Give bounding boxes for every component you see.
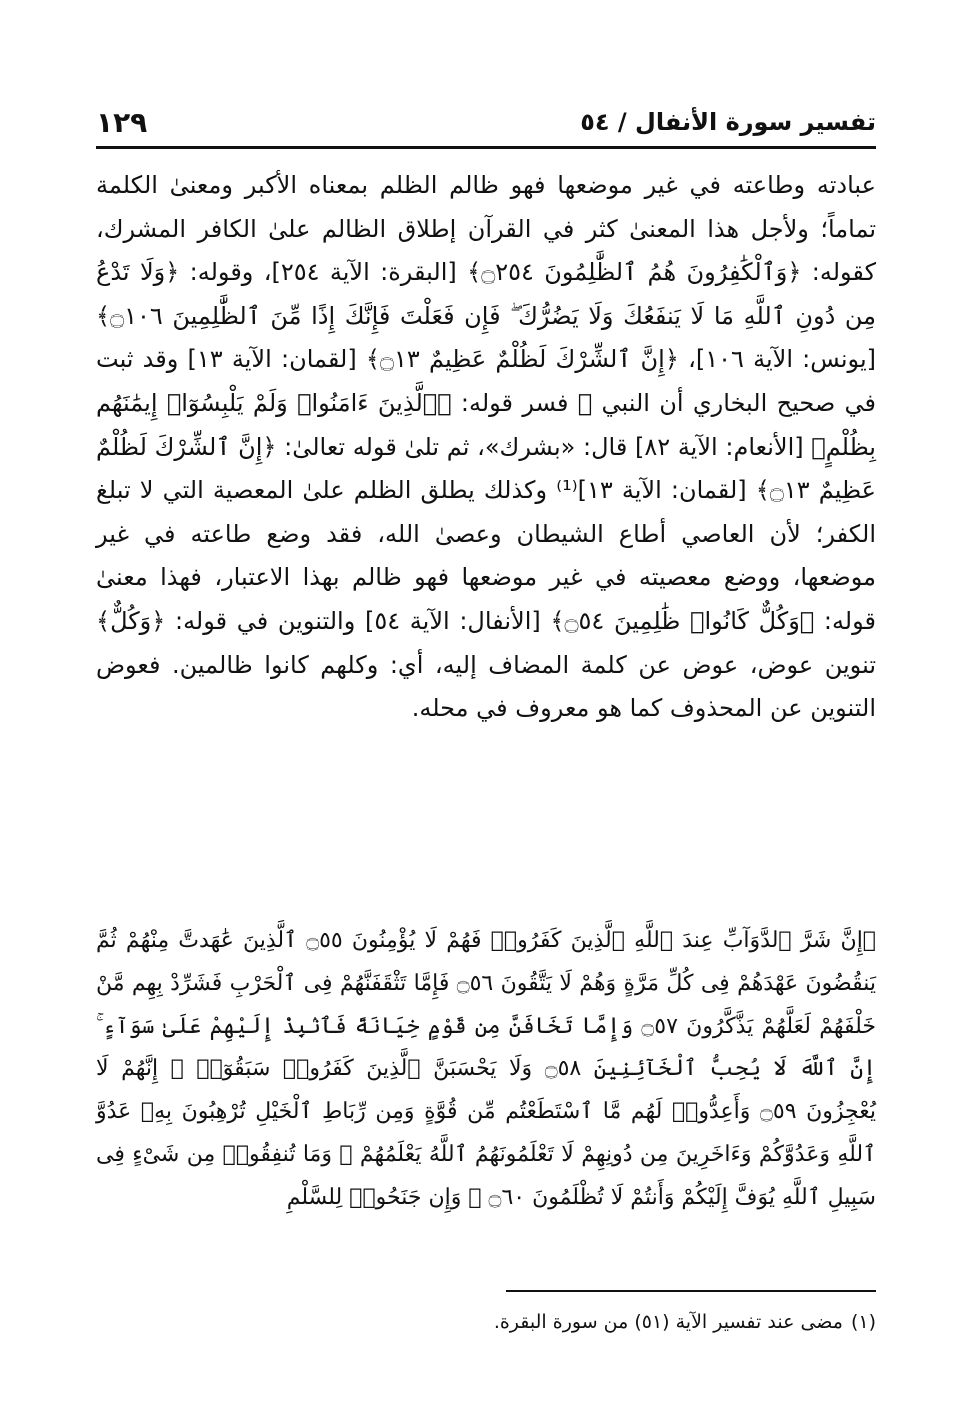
body-text — [96, 164, 876, 731]
footnote-item — [96, 1306, 876, 1338]
paragraph: عبادته وطاعته في غير موضعها فهو ظالم الظلم بمعناه الأكبر ومعنىٰ الكلمة تماماً؛ ولأجل هذا المعنىٰ كثر في القرآن إطلاق الظالم علىٰ الكافر المشرك، كقوله: ﴿وَٱلْكَٰفِرُونَ هُمُ ٱلظَّٰلِمُونَ ۝٢٥٤﴾ [البقرة: الآية ٢٥٤]، وقوله: ﴿وَلَا تَدْعُ مِن دُونِ ٱللَّهِ مَا لَا يَنفَعُكَ وَلَا يَضُرُّكَ ۖ فَإِن فَعَلْتَ فَإِنَّكَ إِذًا مِّنَ ٱلظَّٰلِمِينَ ۝١٠٦﴾ [يونس: الآية ١٠٦]، ﴿إِنَّ ٱلشِّرْكَ لَظُلْمٌ عَظِيمٌ ۝١٣﴾ [لقمان: الآية ١٣] وقد ثبت في صحيح البخاري أن النبي ﷺ فسر قوله: ﴿ٱلَّذِينَ ءَامَنُوا۟ وَلَمْ يَلْبِسُوٓا۟ إِيمَٰنَهُم بِظُلْمٍ﴾ [الأنعام: الآية ٨٢] قال: «بشرك»، ثم تلىٰ قوله تعالىٰ: ﴿إِنَّ ٱلشِّرْكَ لَظُلْمٌ عَظِيمٌ ۝١٣﴾ [لقمان: الآية ١٣]⁽¹⁾ وكذلك يطلق الظلم علىٰ المعصية التي لا تبلغ الكفر؛ لأن العاصي أطاع الشيطان وعصىٰ الله، فقد وضع طاعته في غير موضعها، ووضع معصيته في غير موضعها فهو ظالم بهذا الاعتبار، فهذا معنىٰ قوله: ﴿وَكُلٌّ كَانُوا۟ ظَٰلِمِينَ ۝٥٤﴾ [الأنفال: الآية ٥٤] والتنوين في قوله: ﴿وَكُلٌّ﴾ تنوين عوض، عوض عن كلمة المضاف إليه، أي: وكلهم كانوا ظالمين. فعوض التنوين عن المحذوف كما هو معروف في محله. — [96, 171, 876, 723]
running-title: تفسير سورة الأنفال / ٥٤ — [580, 108, 876, 136]
footnote-rule — [506, 1290, 876, 1292]
footnotes — [96, 1306, 876, 1338]
footnote-text: مضى عند تفسير الآية (٥١) من سورة البقرة. — [493, 1311, 843, 1333]
quran-verses-block — [96, 920, 876, 1220]
header-rule — [96, 146, 876, 149]
footnote-marker: (١) — [850, 1311, 876, 1333]
page-header — [96, 100, 876, 144]
page-number: ١٢٩ — [96, 105, 148, 139]
quran-verses: ﴿إِنَّ شَرَّ ٱلدَّوَآبِّ عِندَ ٱللَّهِ ٱلَّذِينَ كَفَرُوا۟ فَهُمْ لَا يُؤْمِنُونَ ۝٥٥ ٱلَّذِينَ عَٰهَدتَّ مِنْهُمْ ثُمَّ يَنقُضُونَ عَهْدَهُمْ فِى كُلِّ مَرَّةٍ وَهُمْ لَا يَتَّقُونَ ۝٥٦ فَإِمَّا تَثْقَفَنَّهُمْ فِى ٱلْحَرْبِ فَشَرِّدْ بِهِم مَّنْ خَلْفَهُمْ لَعَلَّهُمْ يَذَّكَّرُونَ ۝٥٧ وَإِمَّا تَخَافَنَّ مِن قَوْمٍ خِيَانَةً فَٱنۢبِذْ إِلَيْهِمْ عَلَىٰ سَوَآءٍ ۚ إِنَّ ٱللَّهَ لَا يُحِبُّ ٱلْخَآئِنِينَ ۝٥٨ وَلَا يَحْسَبَنَّ ٱلَّذِينَ كَفَرُوا۟ سَبَقُوٓا۟ ۚ إِنَّهُمْ لَا يُعْجِزُونَ ۝٥٩ وَأَعِدُّوا۟ لَهُم مَّا ٱسْتَطَعْتُم مِّن قُوَّةٍ وَمِن رِّبَاطِ ٱلْخَيْلِ تُرْهِبُونَ بِهِۦ عَدُوَّ ٱللَّهِ وَعَدُوَّكُمْ وَءَاخَرِينَ مِن دُونِهِمْ لَا تَعْلَمُونَهُمُ ٱللَّهُ يَعْلَمُهُمْ ۚ وَمَا تُنفِقُوا۟ مِن شَىْءٍ فِى سَبِيلِ ٱللَّهِ يُوَفَّ إِلَيْكُمْ وَأَنتُمْ لَا تُظْلَمُونَ ۝٦٠ ۞ وَإِن جَنَحُوا۟ لِلسَّلْمِ — [96, 928, 877, 1210]
